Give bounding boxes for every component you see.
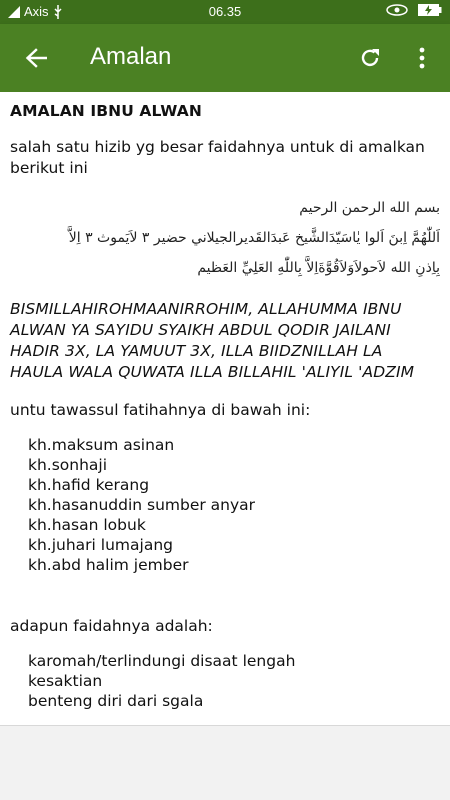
benefits-intro: adapun faidahnya adalah: (10, 617, 213, 635)
list-item: benteng diri dari sgala (28, 692, 204, 710)
status-bar (0, 0, 450, 24)
back-button[interactable] (18, 40, 54, 76)
list-item: kh.hasan lobuk (28, 516, 146, 534)
arrow-back-icon (25, 48, 47, 68)
article-heading: AMALAN IBNU ALWAN (10, 102, 202, 120)
tawassul-list (28, 435, 440, 575)
refresh-icon (359, 47, 381, 69)
list-item: kh.abd halim jember (28, 556, 189, 574)
list-item: kesaktian (28, 672, 103, 690)
latin-transliteration: BISMILLAHIROHMAANIRROHIM, ALLAHUMMA IBNU ALWAN YA SAYIDU SYAIKH ABDUL QODIR JAILANI HADIR 3X, LA YAMUUT 3X, ILLA BIIDZNILLAH LA HAULA WALA QUWATA ILLA BILLAHIL 'ALIYIL 'ADZIM (10, 300, 415, 381)
arabic-line: بِاِذنِ الله لاَحولاَوَلاَقُوَّةَاِلاَّ بِاللّٰهِ العَلِيِّ العَظيم (197, 260, 440, 276)
arabic-line: بسم الله الرحمن الرحيم (299, 200, 440, 216)
arabic-line: اَللّٰهُمَّ اِبنَ اَلوا يٰاسَيّدَالشَّيخ عَبدَالقَديرالجيلاني حضير ٣ لاَيَموث ٣ اِلاَّ (68, 230, 440, 246)
arabic-text (10, 193, 440, 283)
list-item: kh.juhari lumajang (28, 536, 173, 554)
intro-text: salah satu hizib yg besar faidahnya untuk di amalkan berikut ini (10, 138, 425, 177)
list-item: karomah/terlindungi disaat lengah (28, 652, 296, 670)
status-right (386, 4, 442, 16)
page-title: Amalan (90, 43, 172, 70)
list-item: kh.maksum asinan (28, 436, 175, 454)
tawassul-intro: untu tawassul fatihahnya di bawah ini: (10, 401, 311, 419)
list-item: kh.hafid kerang (28, 476, 150, 494)
carrier-label: Axis (24, 4, 49, 19)
app-bar (0, 24, 450, 92)
article-content (0, 92, 450, 726)
overflow-menu-button[interactable] (408, 40, 436, 76)
benefits-list (28, 651, 440, 711)
more-vert-icon (419, 47, 425, 69)
spacer (10, 575, 440, 599)
refresh-button[interactable] (352, 40, 388, 76)
eye-icon (386, 4, 408, 16)
list-item: kh.hasanuddin sumber anyar (28, 496, 256, 514)
clock: 06.35 (208, 4, 242, 19)
list-item: kh.sonhaji (28, 456, 108, 474)
battery-charging-icon (418, 4, 442, 16)
